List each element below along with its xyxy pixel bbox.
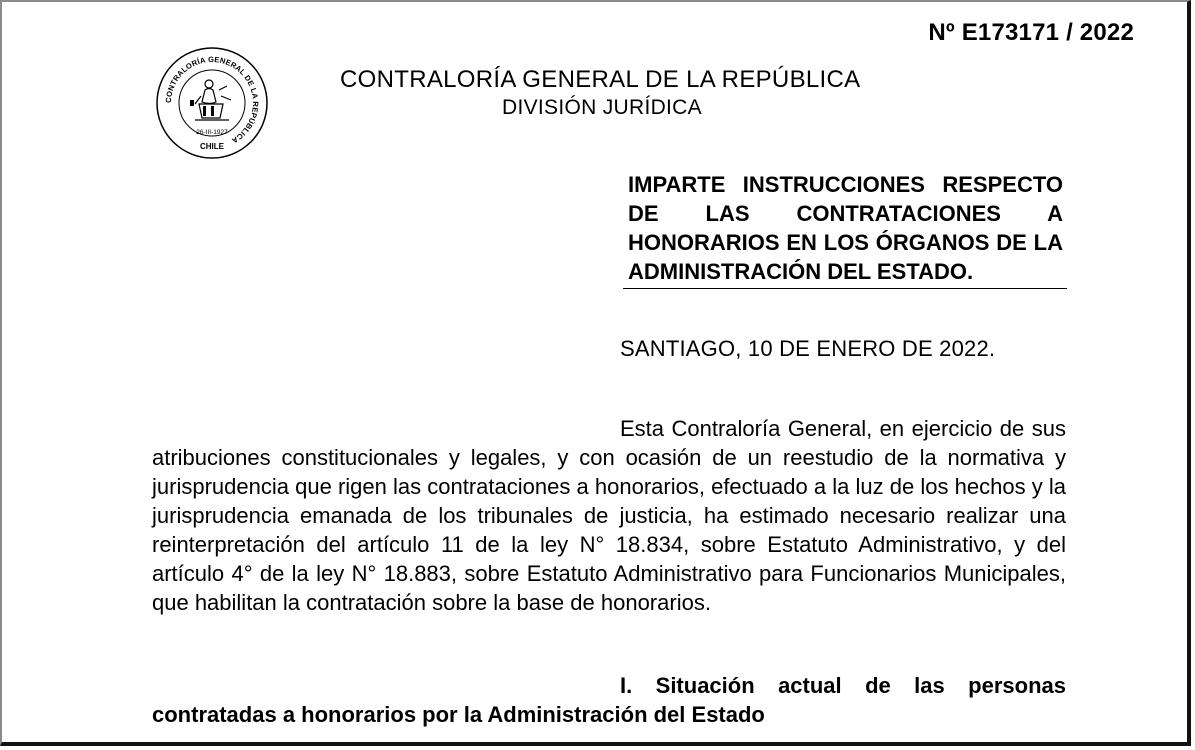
institution-seal <box>155 46 269 160</box>
seal-country: CHILE <box>200 142 224 151</box>
body-paragraph: Esta Contraloría General, en ejercicio de sus atribuciones constitucionales y legales, y con ocasión de un reestudio de la normativa y jurisprudencia que rigen las contrataciones a honorarios, efectuado a la luz de los hechos y la jurisprudencia emanada de los tribunales de justicia, ha estimado necesario realizar una reinterpretación del artículo 11 de la ley N° 18.834, sobre Estatuto Administrativo, y del artículo 4° de la ley N° 18.883, sobre Estatuto Administrativo para Funcionarios Municipales, que habilitan la contratación sobre la base de honorarios. <box>152 416 1066 615</box>
organization-name: CONTRALORÍA GENERAL DE LA REPÚBLICA <box>340 66 861 93</box>
document-number: Nº E173171 / 2022 <box>928 19 1134 46</box>
document-subject: IMPARTE INSTRUCCIONES RESPECTO DE LAS CONTRATACIONES A HONORARIOS EN LOS ÓRGANOS DE LA ADMINISTRACIÓN DEL ESTADO. <box>623 170 1067 289</box>
place-and-date: SANTIAGO, 10 DE ENERO DE 2022. <box>620 336 996 361</box>
section-heading: I. Situación actual de las personas contratadas a honorarios por la Administración del Estado <box>152 673 1066 727</box>
division-name: DIVISIÓN JURÍDICA <box>502 96 702 119</box>
seal-date: 26-III-1927 <box>196 129 228 136</box>
seal-ring-text: CONTRALORÍA GENERAL DE LA REPÚBLICA <box>163 54 261 146</box>
